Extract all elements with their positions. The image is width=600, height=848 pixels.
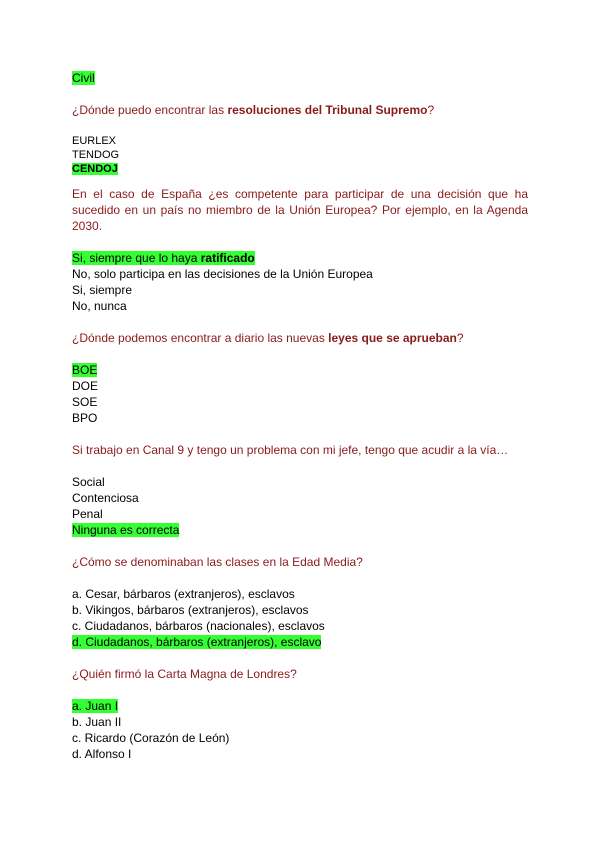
q2-option-c: Si, siempre <box>72 283 133 297</box>
question-3: ¿Dónde podemos encontrar a diario las nuevas leyes que se aprueban? <box>72 331 464 345</box>
document-page <box>72 70 528 762</box>
q5-option-correct: d. Ciudadanos, bárbaros (extranjeros), esclavo <box>72 635 322 649</box>
question-4: Si trabajo en Canal 9 y tengo un problema con mi jefe, tengo que acudir a la vía… <box>72 443 509 457</box>
q1-option-correct: CENDOJ <box>72 163 118 175</box>
question-2: En el caso de España ¿es competente para participar de una decisión que ha sucedido en un país no miembro de la Unión Europea? Por ejemplo, en la Agenda 2030. <box>72 187 528 233</box>
q2-option-correct: Si, siempre que lo haya ratificado <box>72 251 255 265</box>
q2-option-d: No, nunca <box>72 299 127 313</box>
question-5: ¿Cómo se denominaban las clases en la Edad Media? <box>72 555 363 569</box>
question-6: ¿Quién firmó la Carta Magna de Londres? <box>72 667 297 681</box>
q2-option-b: No, solo participa en las decisiones de la Unión Europea <box>72 267 373 281</box>
q4-option-correct: Ninguna es correcta <box>72 523 180 537</box>
question-1-text: ¿Dónde puedo encontrar las <box>72 103 228 117</box>
section-heading: Civil <box>72 71 95 85</box>
q6-option-correct: a. Juan I <box>72 699 119 713</box>
q3-option-correct: BOE <box>72 363 98 377</box>
q3-option-d: BPO <box>72 411 98 425</box>
q5-option-b: b. Vikingos, bárbaros (extranjeros), esclavos <box>72 603 309 617</box>
q6-option-b: b. Juan II <box>72 715 122 729</box>
q5-option-c: c. Ciudadanos, bárbaros (nacionales), esclavos <box>72 619 325 633</box>
q3-option-c: SOE <box>72 395 98 409</box>
q1-option-b: TENDOG <box>72 149 120 161</box>
q6-option-d: d. Alfonso I <box>72 747 132 761</box>
q1-option-a: EURLEX <box>72 135 117 147</box>
q4-option-b: Contenciosa <box>72 491 139 505</box>
q4-option-a: Social <box>72 475 105 489</box>
question-1 <box>72 102 528 118</box>
q5-option-a: a. Cesar, bárbaros (extranjeros), esclavos <box>72 587 295 601</box>
q4-option-c: Penal <box>72 507 103 521</box>
q6-option-c: c. Ricardo (Corazón de León) <box>72 731 230 745</box>
question-1-bold: resoluciones del Tribunal Supremo <box>227 103 428 117</box>
question-1-end: ? <box>427 103 435 117</box>
q3-option-b: DOE <box>72 379 99 393</box>
